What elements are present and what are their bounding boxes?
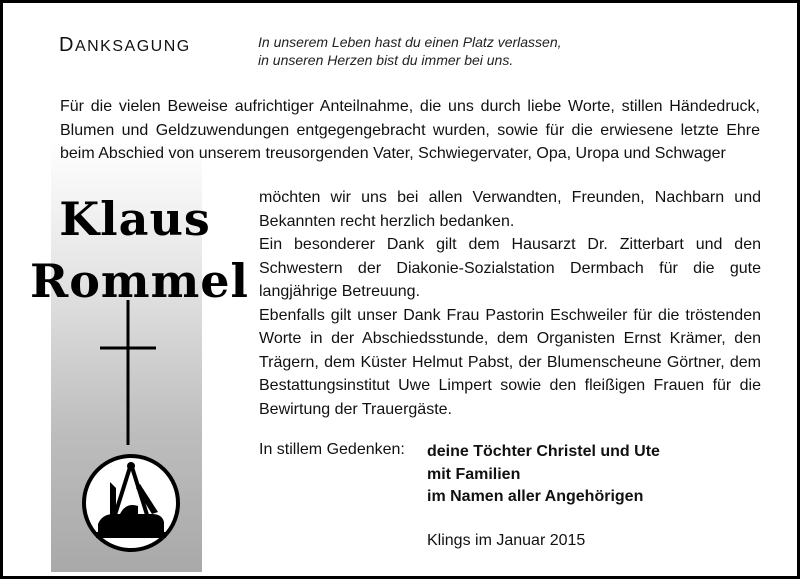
quote-line: in unseren Herzen bist du immer bei uns. [258, 52, 514, 68]
notice-heading: DANKSAGUNG [59, 34, 191, 56]
body-paragraph: Ebenfalls gilt unser Dank Frau Pastorin Eschweiler für die tröstenden Worte in der Abschiedsstunde, dem Organisten Ernst Krämer, den Trägern, dem Küster Helmut Pabst, der Blumenscheune Görtner, dem Bestattungsinstitut Uwe Limpert sowie den fleißigen Frauen für die Bewirtung der Trauergäste. [259, 306, 761, 418]
memory-label: In stillem Gedenken: [259, 441, 405, 458]
quote-line: In unserem Leben hast du einen Platz verlassen, [258, 34, 562, 50]
cross-icon [98, 300, 158, 445]
deceased-last-name: Rommel [30, 254, 249, 308]
body-paragraph: Ein besonderer Dank gilt dem Hausarzt Dr. Zitterbart und den Schwestern der Diakonie-Sozialstation Dermbach für die gute langjährige Betreuung. [259, 236, 761, 300]
signer-line: im Namen aller Angehörigen [427, 488, 644, 505]
deceased-first-name: Klaus [59, 192, 211, 246]
memorial-quote [258, 33, 562, 69]
carpenter-tools-emblem-icon [80, 452, 182, 554]
signers-block [427, 441, 660, 509]
signer-line: mit Familien [427, 465, 521, 483]
signer-line: deine Töchter Christel und Ute [427, 443, 660, 460]
place-date: Klings im Januar 2015 [427, 532, 586, 549]
thanks-body [259, 186, 761, 421]
intro-paragraph: Für die vielen Beweise aufrichtiger Anteilnahme, die uns durch liebe Worte, stillen Händedruck, Blumen und Geldzuwendungen entgegengebracht wurden, sowie für die erwiesene letzte Ehre beim Abschied von unserem treusorgenden Vater, Schwiegervater, Opa, Uropa und Schwager [60, 98, 760, 162]
body-paragraph: möchten wir uns bei allen Verwandten, Freunden, Nachbarn und Bekannten recht herzlich bedanken. [259, 189, 761, 230]
